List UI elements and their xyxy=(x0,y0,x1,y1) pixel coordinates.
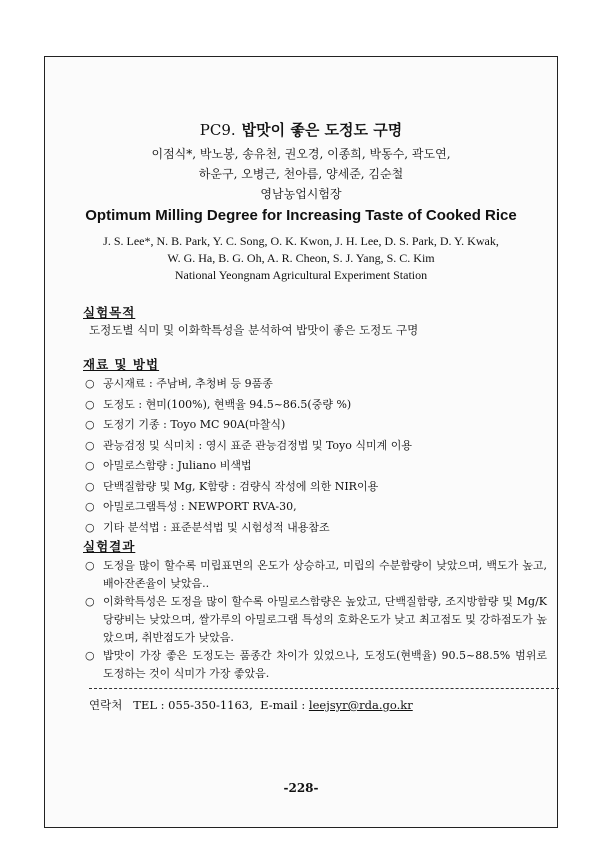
contact-tel: TEL : 055-350-1163, xyxy=(133,698,253,712)
bullet-icon: ○ xyxy=(85,479,95,493)
bullet-icon: ○ xyxy=(85,649,95,662)
bullet-icon: ○ xyxy=(85,418,95,431)
authors-en-line2: W. G. Ha, B. G. Oh, A. R. Cheon, S. J. Yang, S. C. Kim xyxy=(167,251,435,265)
bullet-icon: ○ xyxy=(85,397,95,411)
methods-list xyxy=(85,375,412,539)
affiliation-kr: 영남농업시험장 xyxy=(260,187,342,201)
list-item: ○ 단백질함량 및 Mg, K함량 : 검량식 작성에 의한 NIR이용 xyxy=(85,479,379,493)
authors-en-line1: J. S. Lee*, N. B. Park, Y. C. Song, O. K. Kwon, J. H. Lee, D. S. Park, D. Y. Kwak, xyxy=(103,234,499,248)
paper-title-kr xyxy=(45,119,557,140)
objective-heading: 실험목적 xyxy=(83,305,136,320)
contact-email-label: E-mail : xyxy=(260,698,306,712)
list-item: ○ 도정도 : 현미(100%), 현백율 94.5~86.5(중량 %) xyxy=(85,397,352,411)
authors-kr-line1: 이점식*, 박노봉, 송유천, 권오경, 이종희, 박동수, 곽도연, xyxy=(151,147,451,161)
list-item: ○ 공시재료 : 주남벼, 추청벼 등 9품종 xyxy=(85,377,273,390)
paper-code: PC9. xyxy=(199,121,236,139)
authors-en xyxy=(45,233,557,284)
affiliation-en: National Yeongnam Agricultural Experiment Station xyxy=(174,268,428,282)
list-item: ○ 아밀로그램특성 : NEWPORT RVA-30, xyxy=(85,500,297,513)
divider xyxy=(89,688,559,689)
list-item: ○ 관능검정 및 식미치 : 영시 표준 관능검정법 및 Toyo 식미계 이용 xyxy=(85,438,413,452)
bullet-icon: ○ xyxy=(85,595,95,608)
list-item: ○ 이화학특성은 도정을 많이 할수록 아밀로스함량은 높았고, 단백질함량, 조지방함량 및 Mg/K 당량비는 낮았으며, 쌀가루의 아밀로그램 특성의 호화온도가 낮고 최고점도 및 강하점도가 높았으며, 취반점도가 낮았음. xyxy=(85,595,547,644)
bullet-icon: ○ xyxy=(85,377,95,390)
authors-kr-line2: 하운구, 오병근, 천아름, 양세준, 김순철 xyxy=(198,167,404,181)
bullet-icon: ○ xyxy=(85,520,95,534)
methods-heading: 재료 및 방법 xyxy=(83,357,160,372)
paper-title-en: Optimum Milling Degree for Increasing Taste of Cooked Rice xyxy=(85,207,517,224)
bullet-icon: ○ xyxy=(85,500,95,513)
results-heading: 실험결과 xyxy=(83,539,136,554)
document-page xyxy=(44,56,558,828)
page-number: -228- xyxy=(283,781,319,795)
list-item: ○ 도정을 많이 할수록 미립표면의 온도가 상승하고, 미립의 수분함량이 낮았으며, 백도가 높고, 배아잔존율이 낮았음.. xyxy=(85,559,547,590)
paper-title-kr-text: 밥맛이 좋은 도정도 구명 xyxy=(241,121,403,139)
contact-line xyxy=(89,697,413,713)
list-item: ○ 밥맛이 가장 좋은 도정도는 품종간 차이가 있었으나, 도정도(현백율) 90.5~88.5% 범위로 도정하는 것이 식미가 가장 좋았음. xyxy=(85,649,547,680)
bullet-icon: ○ xyxy=(85,438,95,452)
contact-email-link[interactable]: leejsyr@rda.go.kr xyxy=(308,698,413,712)
results-list xyxy=(85,557,547,683)
list-item: ○ 아밀로스함량 : Juliano 비색법 xyxy=(85,459,252,472)
list-item: ○ 도정기 기종 : Toyo MC 90A(마찰식) xyxy=(85,418,286,431)
contact-label: 연락처 xyxy=(89,698,123,712)
bullet-icon: ○ xyxy=(85,559,95,572)
bullet-icon: ○ xyxy=(85,459,95,472)
objective-text: 도정도별 식미 및 이화학특성을 분석하여 밥맛이 좋은 도정도 구명 xyxy=(89,323,419,337)
authors-kr xyxy=(45,144,557,204)
list-item: ○ 기타 분석법 : 표준분석법 및 시험성적 내용참조 xyxy=(85,520,330,534)
